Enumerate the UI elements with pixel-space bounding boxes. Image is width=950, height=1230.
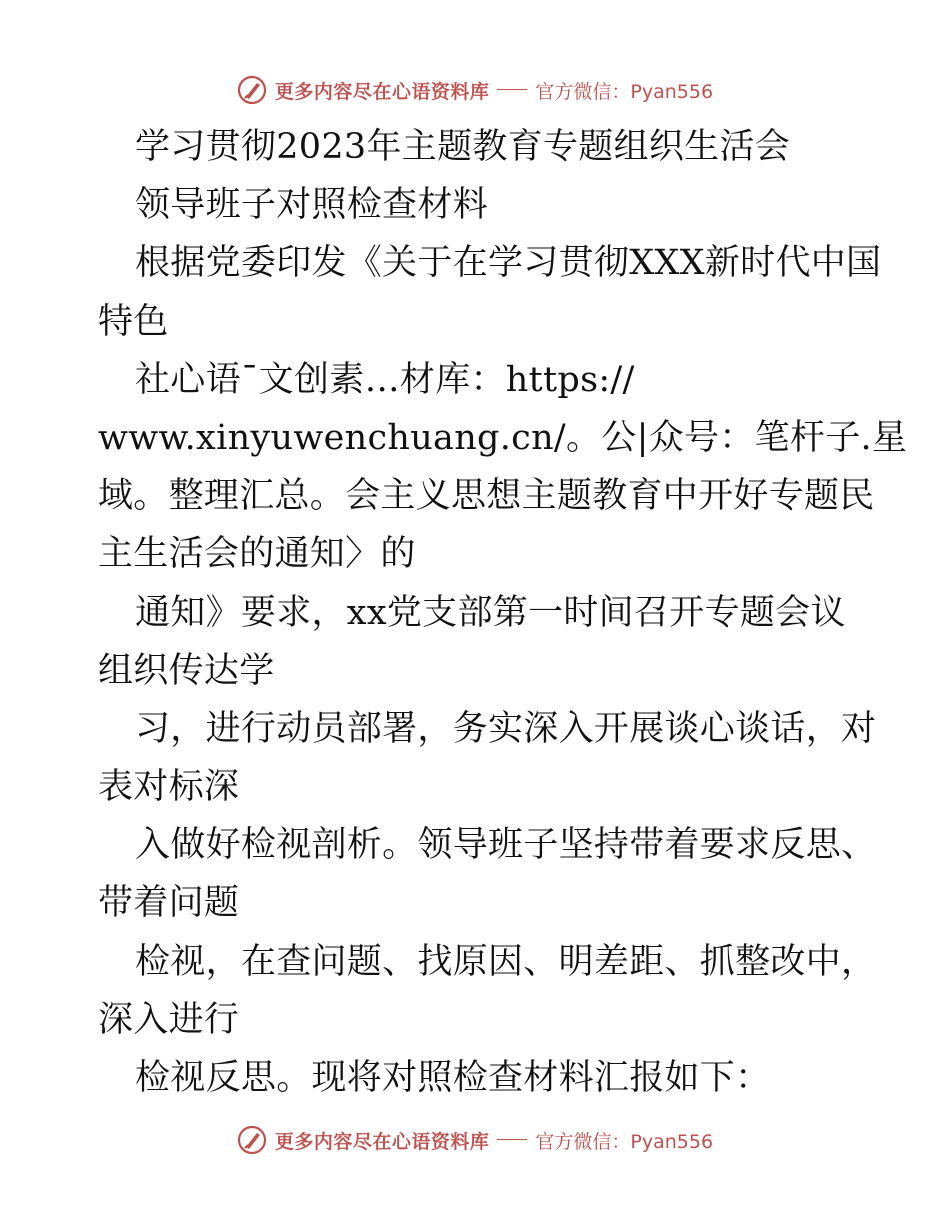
paragraph-line: www.xinyuwenchuang.cn/。公|众号：笔杆子.星 (98, 417, 908, 458)
document-body (98, 118, 908, 1107)
banner-site-text: 更多内容尽在心语资料库 (274, 80, 490, 103)
paragraph-line: 检视反思。现将对照检查材料汇报如下： (135, 1058, 771, 1098)
paragraph-line: 深入进行 (98, 999, 240, 1040)
banner-wechat-text: 官方微信：Pyan556 (535, 1130, 714, 1153)
document-title-line-2: 领导班子对照检查材料 (135, 185, 489, 226)
paragraph-line: 主生活会的通知〉的 (98, 534, 416, 575)
paragraph-line: 组织传达学 (98, 650, 275, 691)
banner-wechat-text: 官方微信：Pyan556 (535, 80, 714, 103)
paragraph-line: 特色 (98, 301, 169, 342)
paragraph-line: 检视，在查问题、找原因、明差距、抓整改中， (135, 941, 877, 982)
paragraph-line: 入做好检视剖析。领导班子坚持带着要求反思、 (135, 825, 877, 866)
banner-divider (497, 89, 527, 90)
paragraph-line: 社心语¯文创素…材库：https:// (135, 359, 635, 400)
document-title-line-1: 学习贯彻2023年主题教育专题组织生活会 (135, 127, 791, 167)
paragraph-line: 通知》要求，xx党支部第一时间召开专题会议 (135, 592, 846, 633)
paragraph-line: 带着问题 (98, 883, 240, 924)
quill-logo-icon (237, 1125, 267, 1155)
paragraph-line: 表对标深 (98, 767, 240, 808)
paragraph-line: 域。整理汇总。会主义思想主题教育中开好专题民 (98, 476, 875, 517)
banner-divider (497, 1139, 527, 1140)
header-watermark-banner (0, 68, 950, 112)
quill-logo-icon (237, 75, 267, 105)
footer-watermark-banner (0, 1118, 950, 1162)
banner-site-text: 更多内容尽在心语资料库 (274, 1130, 490, 1153)
paragraph-line: 根据党委印发《关于在学习贯彻XXX新时代中国 (135, 243, 882, 284)
paragraph-line: 习，进行动员部署，务实深入开展谈心谈话，对 (135, 708, 877, 749)
